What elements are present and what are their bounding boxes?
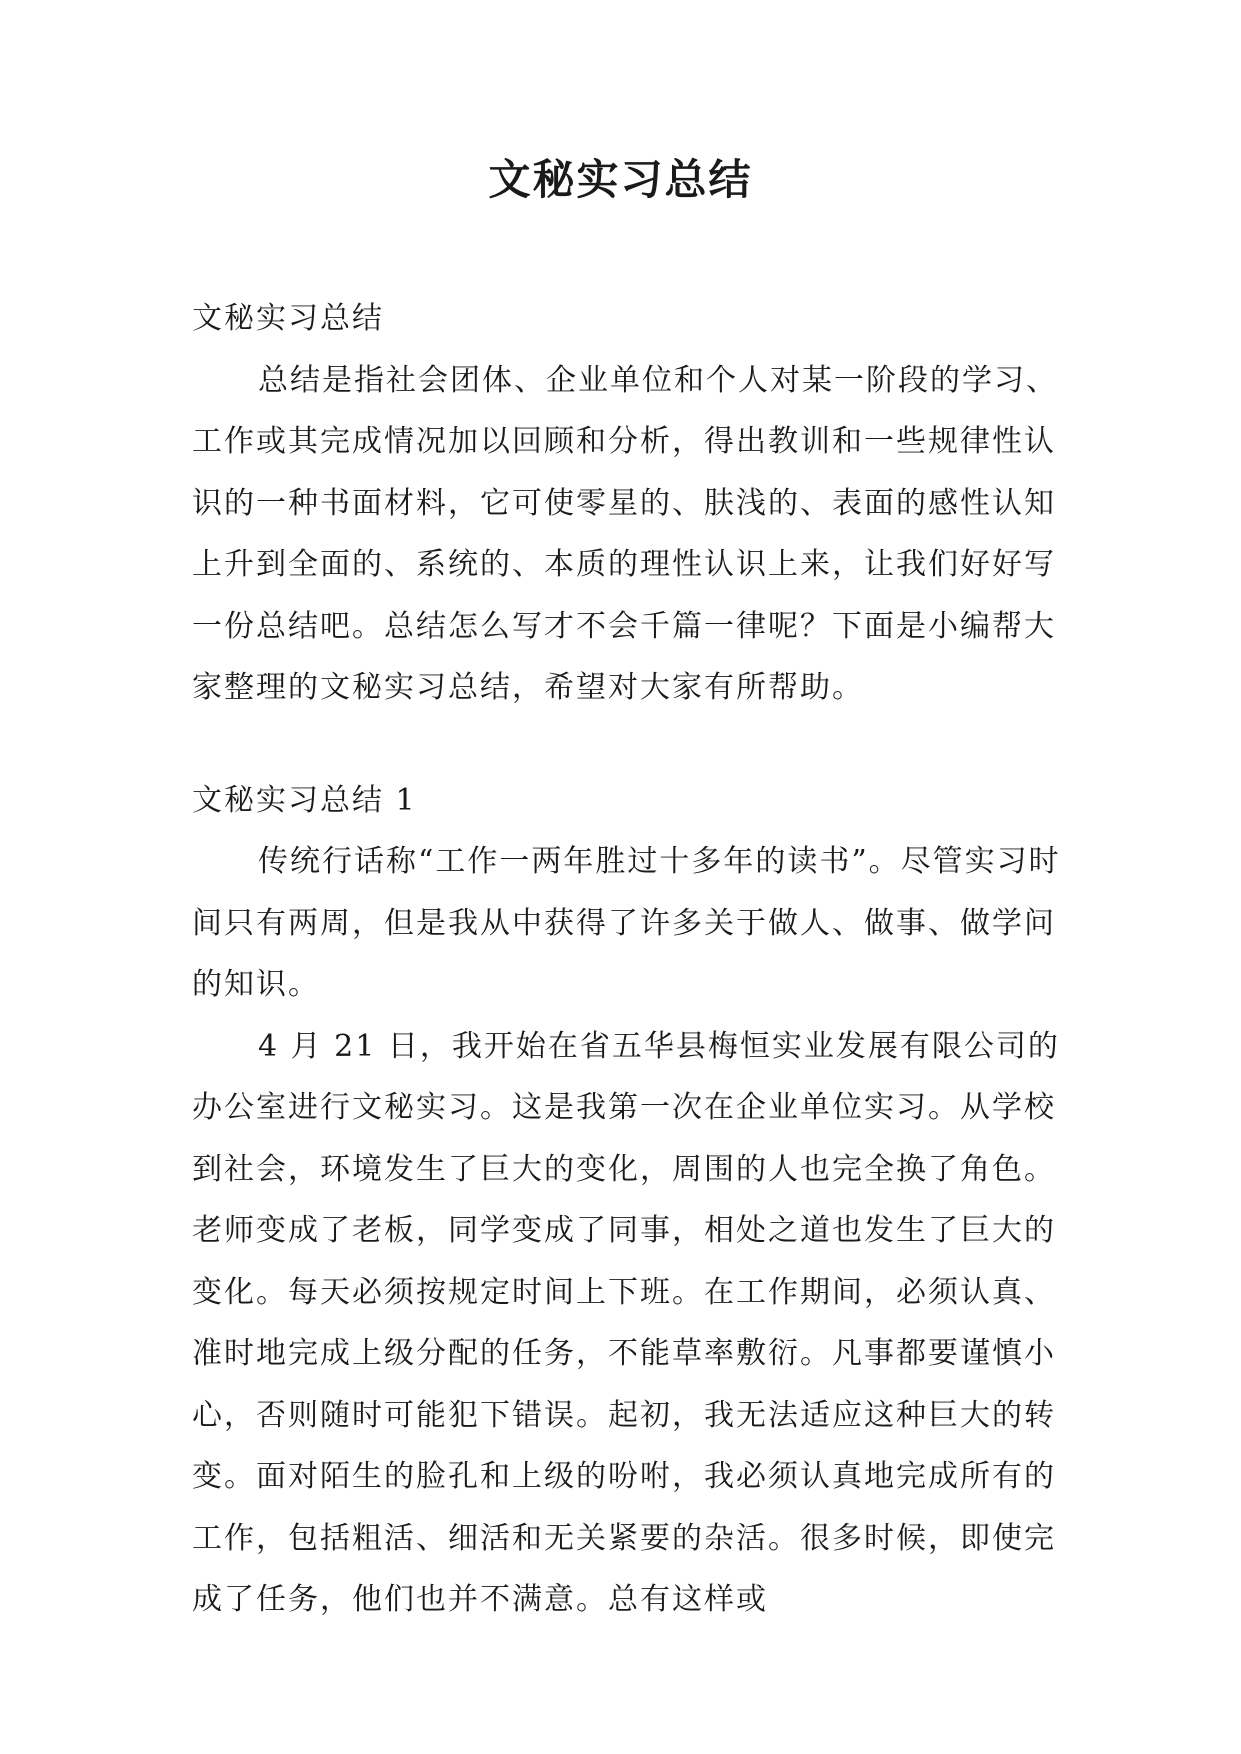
- section1-heading: 文秘实习总结 1: [192, 782, 417, 818]
- section1-paragraph-1: 传统行话称“工作一两年胜过十多年的读书”。尽管实习时间只有两周，但是我从中获得了许多关于做人、做事、做学问的知识。: [192, 844, 1061, 1002]
- section-spacer: [192, 719, 1072, 770]
- section1-paragraph-2: 4 月 21 日，我开始在省五华县梅恒实业发展有限公司的办公室进行文秘实习。这是我第一次在企业单位实习。从学校到社会，环境发生了巨大的变化，周围的人也完全换了角色。老师变成了老板，同学变成了同事，相处之道也发生了巨大的变化。每天必须按规定时间上下班。在工作期间，必须认真、准时地完成上级分配的任务，不能草率敷衍。凡事都要谨慎小心，否则随时可能犯下错误。起初，我无法适应这种巨大的转变。面对陌生的脸孔和上级的吩咐，我必须认真地完成所有的工作，包括粗活、细活和无关紧要的杂活。很多时候，即使完成了任务，他们也并不满意。总有这样或: [192, 1028, 1060, 1617]
- intro-heading: 文秘实习总结: [192, 301, 384, 336]
- document-body: [192, 288, 1072, 1631]
- intro-paragraph: 总结是指社会团体、企业单位和个人对某一阶段的学习、工作或其完成情况加以回顾和分析，得出教训和一些规律性认识的一种书面材料，它可使零星的、肤浅的、表面的感性认知上升到全面的、系统的、本质的理性认识上来，让我们好好写一份总结吧。总结怎么写才不会千篇一律呢？下面是小编帮大家整理的文秘实习总结，希望对大家有所帮助。: [192, 362, 1058, 705]
- document-title: 文秘实习总结: [488, 155, 753, 204]
